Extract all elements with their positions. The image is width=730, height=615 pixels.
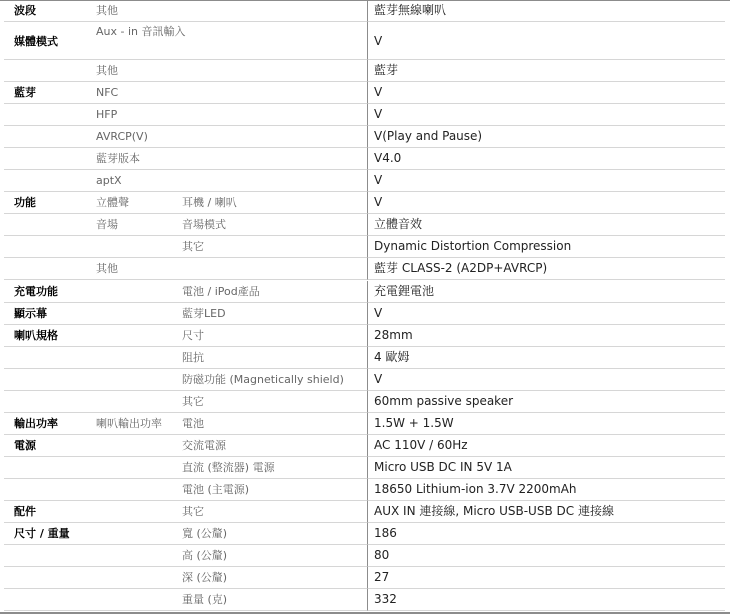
item-cell [168, 148, 367, 170]
item-cell [168, 170, 367, 192]
item-cell [168, 523, 367, 545]
item-cell [168, 303, 367, 325]
category-cell [4, 236, 92, 258]
category-cell [4, 435, 92, 457]
table-row [0, 523, 730, 545]
item-cell [168, 214, 367, 236]
value-cell [367, 501, 725, 523]
subcategory-cell [92, 325, 168, 347]
value-text: 80 [374, 548, 390, 562]
item-label: 交流電源 [182, 439, 226, 452]
value-cell [367, 104, 725, 126]
item-label: 耳機 / 喇叭 [182, 196, 237, 209]
category-cell [4, 281, 92, 303]
category-cell [4, 457, 92, 479]
value-cell [367, 567, 725, 589]
category-label: 充電功能 [14, 285, 58, 298]
category-cell [4, 347, 92, 369]
item-label: 電池 / iPod產品 [182, 285, 260, 298]
category-cell [4, 60, 92, 82]
item-label: 防磁功能 (Magnetically shield) [182, 373, 344, 386]
item-cell [168, 60, 367, 82]
subcategory-label: AVRCP(V) [96, 130, 148, 143]
category-cell [4, 501, 92, 523]
value-text: 60mm passive speaker [374, 394, 514, 408]
item-cell [168, 258, 367, 280]
subcategory-cell [92, 192, 168, 214]
value-text: V [374, 34, 383, 48]
table-row [0, 347, 730, 369]
value-text: 27 [374, 570, 390, 584]
value-text: 充電鋰電池 [374, 284, 435, 298]
category-label: 尺寸 / 重量 [14, 527, 70, 540]
value-cell [367, 60, 725, 82]
category-cell [4, 148, 92, 170]
category-cell [4, 0, 92, 22]
value-cell [367, 170, 725, 192]
table-row [0, 413, 730, 435]
category-label: 功能 [14, 196, 36, 209]
category-cell [4, 589, 92, 611]
category-label: 配件 [14, 505, 36, 518]
item-cell [168, 236, 367, 258]
subcategory-cell [92, 479, 168, 501]
table-row [0, 170, 730, 192]
value-cell [367, 281, 725, 303]
value-cell [367, 236, 725, 258]
category-label: 電源 [14, 439, 36, 452]
value-text: 立體音效 [374, 217, 423, 231]
value-cell [367, 303, 725, 325]
value-cell [367, 0, 725, 22]
item-cell [168, 347, 367, 369]
item-cell [168, 589, 367, 611]
item-label: 直流 (整流器) 電源 [182, 461, 275, 474]
table-row [0, 126, 730, 148]
subcategory-cell [92, 104, 168, 126]
value-text: V(Play and Pause) [374, 129, 483, 143]
subcategory-cell [92, 303, 168, 325]
subcategory-cell [92, 236, 168, 258]
value-text: 4 歐姆 [374, 350, 410, 364]
table-row [0, 148, 730, 170]
subcategory-cell [92, 22, 186, 60]
value-cell [367, 126, 725, 148]
table-row [0, 501, 730, 523]
value-cell [367, 523, 725, 545]
category-cell [4, 22, 92, 60]
item-cell [168, 281, 367, 303]
subcategory-cell [92, 60, 168, 82]
table-bottom-border [0, 612, 730, 614]
value-text: 藍芽 CLASS-2 (A2DP+AVRCP) [374, 261, 548, 275]
table-row [0, 479, 730, 501]
item-label: 深 (公釐) [182, 571, 228, 584]
item-cell [168, 192, 367, 214]
value-cell [367, 457, 725, 479]
value-text: 藍芽無線喇叭 [374, 3, 447, 17]
item-label: 電池 [182, 417, 204, 430]
category-label: 喇叭規格 [14, 329, 58, 342]
subcategory-cell [92, 545, 168, 567]
subcategory-cell [92, 457, 168, 479]
value-cell [367, 413, 725, 435]
subcategory-label: Aux - in 音訊輸入 [96, 25, 186, 38]
subcategory-label: NFC [96, 86, 119, 99]
value-text: V [374, 195, 383, 209]
subcategory-cell [92, 523, 168, 545]
table-row [0, 236, 730, 258]
table-row [0, 22, 730, 60]
item-cell [168, 391, 367, 413]
value-text: Dynamic Distortion Compression [374, 239, 572, 253]
table-row [0, 192, 730, 214]
table-row [0, 82, 730, 104]
subcategory-label: HFP [96, 108, 118, 121]
subcategory-cell [92, 258, 168, 280]
value-cell [367, 22, 725, 60]
item-label: 其它 [182, 505, 204, 518]
table-row [0, 391, 730, 413]
subcategory-label: 音場 [96, 218, 118, 231]
value-cell [367, 589, 725, 611]
category-cell [4, 479, 92, 501]
subcategory-cell [92, 0, 168, 22]
item-label: 阻抗 [182, 351, 204, 364]
table-row [0, 214, 730, 236]
subcategory-label: 其他 [96, 262, 118, 275]
value-cell [367, 435, 725, 457]
value-text: V [374, 85, 383, 99]
category-cell [4, 545, 92, 567]
item-label: 尺寸 [182, 329, 204, 342]
category-cell [4, 214, 92, 236]
value-text: V [374, 173, 383, 187]
value-text: AUX IN 連接線, Micro USB-USB DC 連接線 [374, 504, 614, 518]
table-row [0, 369, 730, 391]
value-text: 28mm [374, 328, 413, 342]
category-cell [4, 126, 92, 148]
item-cell [168, 457, 367, 479]
category-label: 波段 [14, 4, 36, 17]
table-row [0, 545, 730, 567]
value-text: V [374, 107, 383, 121]
category-cell [4, 170, 92, 192]
item-cell [168, 22, 367, 60]
table-row [0, 104, 730, 126]
category-cell [4, 325, 92, 347]
value-cell [367, 192, 725, 214]
table-row [0, 567, 730, 589]
value-cell [367, 479, 725, 501]
category-cell [4, 523, 92, 545]
subcategory-label: 喇叭輸出功率 [96, 417, 162, 430]
subcategory-cell [92, 170, 168, 192]
subcategory-cell [92, 391, 168, 413]
category-label: 藍芽 [14, 86, 36, 99]
value-cell [367, 347, 725, 369]
item-cell [168, 435, 367, 457]
subcategory-cell [92, 214, 168, 236]
item-cell [168, 0, 367, 22]
item-cell [168, 369, 367, 391]
table-row [0, 303, 730, 325]
item-cell [168, 413, 367, 435]
subcategory-cell [92, 126, 168, 148]
item-label: 藍芽LED [182, 307, 226, 320]
value-text: V [374, 372, 383, 386]
category-cell [4, 567, 92, 589]
value-text: 藍芽 [374, 63, 399, 77]
table-row [0, 258, 730, 280]
value-cell [367, 214, 725, 236]
table-row [0, 457, 730, 479]
category-cell [4, 391, 92, 413]
value-cell [367, 82, 725, 104]
subcategory-cell [92, 589, 168, 611]
category-label: 輸出功率 [14, 417, 58, 430]
subcategory-cell [92, 148, 168, 170]
table-row [0, 0, 730, 22]
subcategory-cell [92, 501, 168, 523]
item-cell [168, 545, 367, 567]
subcategory-cell [92, 413, 168, 435]
value-cell [367, 148, 725, 170]
table-row [0, 435, 730, 457]
item-label: 其它 [182, 240, 204, 253]
subcategory-cell [92, 567, 168, 589]
value-text: 18650 Lithium-ion 3.7V 2200mAh [374, 482, 577, 496]
category-cell [4, 192, 92, 214]
category-cell [4, 104, 92, 126]
value-text: 186 [374, 526, 397, 540]
subcategory-label: 其他 [96, 64, 118, 77]
item-cell [168, 104, 367, 126]
subcategory-label: 其他 [96, 4, 118, 17]
value-text: V [374, 306, 383, 320]
value-text: 332 [374, 592, 397, 606]
value-text: 1.5W + 1.5W [374, 416, 454, 430]
category-cell [4, 82, 92, 104]
subcategory-cell [92, 347, 168, 369]
table-row [0, 589, 730, 611]
subcategory-cell [92, 281, 168, 303]
value-cell [367, 325, 725, 347]
category-cell [4, 413, 92, 435]
category-cell [4, 258, 92, 280]
subcategory-label: 立體聲 [96, 196, 129, 209]
subcategory-cell [92, 435, 168, 457]
category-label: 媒體模式 [14, 35, 58, 48]
table-row [0, 60, 730, 82]
value-cell [367, 369, 725, 391]
category-label: 顯示幕 [14, 307, 47, 320]
subcategory-cell [92, 369, 168, 391]
item-cell [168, 82, 367, 104]
category-cell [4, 369, 92, 391]
item-label: 其它 [182, 395, 204, 408]
table-row [0, 325, 730, 347]
subcategory-label: 藍芽版本 [96, 152, 140, 165]
item-label: 寬 (公釐) [182, 527, 228, 540]
value-text: Micro USB DC IN 5V 1A [374, 460, 512, 474]
item-label: 音場模式 [182, 218, 226, 231]
item-cell [168, 479, 367, 501]
item-cell [168, 567, 367, 589]
subcategory-cell [92, 82, 168, 104]
item-cell [168, 501, 367, 523]
value-text: V4.0 [374, 151, 402, 165]
table-row [0, 281, 730, 303]
item-label: 高 (公釐) [182, 549, 228, 562]
item-cell [168, 126, 367, 148]
value-cell [367, 391, 725, 413]
item-cell [168, 325, 367, 347]
category-cell [4, 303, 92, 325]
value-cell [367, 545, 725, 567]
value-cell [367, 258, 725, 280]
subcategory-label: aptX [96, 174, 122, 187]
item-label: 電池 (主電源) [182, 483, 250, 496]
item-label: 重量 (克) [182, 593, 228, 606]
value-text: AC 110V / 60Hz [374, 438, 468, 452]
